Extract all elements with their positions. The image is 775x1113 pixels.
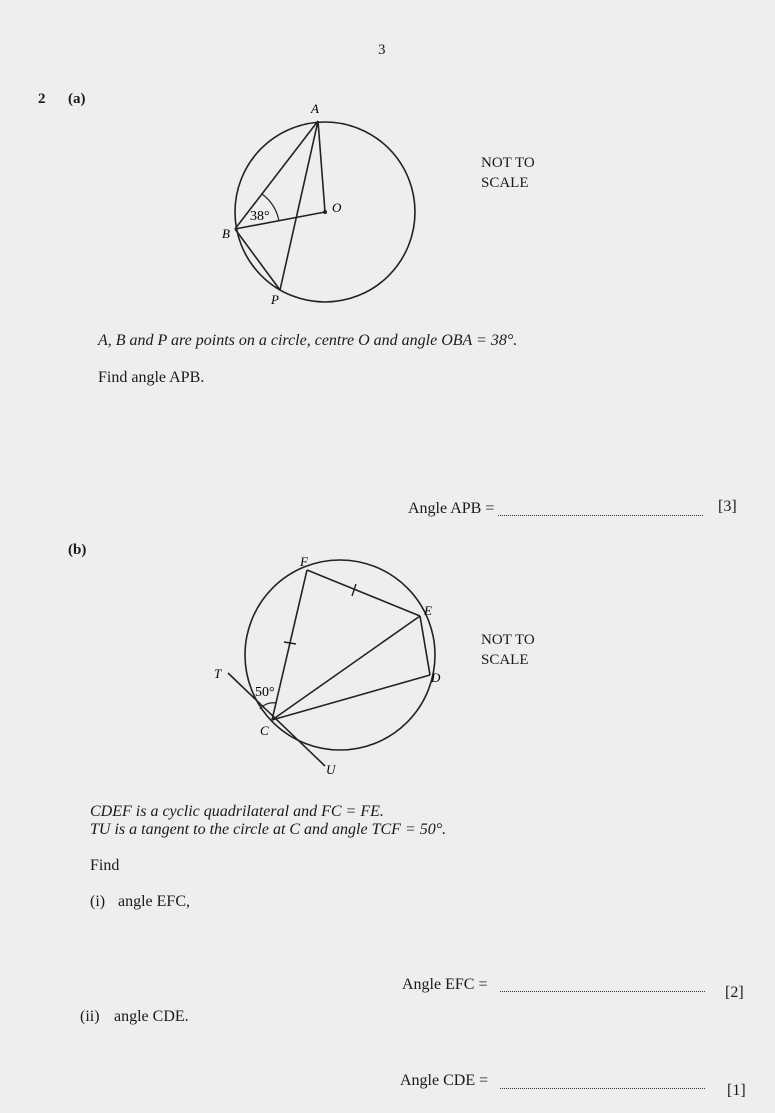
answer-i-line[interactable] [500,991,705,992]
statement-a [98,332,517,350]
sub-i-number: (i) [90,893,106,910]
statement-b-line1: CDEF is a cyclic quadrilateral and FC = FE. [90,803,384,820]
answer-a-line[interactable] [498,515,703,516]
not-to-scale-a-line2: SCALE [481,175,529,191]
not-to-scale-b-line1: NOT TO [481,632,535,648]
chord-ce [272,616,420,720]
statement-b-line2: TU is a tangent to the circle at C and angle TCF = 50°. [90,821,447,838]
statement-a-math: OBA = 38°. [441,332,518,349]
chord-cf [272,570,307,720]
sub-ii-text: angle CDE. [114,1008,189,1025]
angle-label-50: 50° [255,685,275,700]
label-f: F [300,554,308,569]
label-t: T [214,666,222,681]
find-label: Find [90,857,120,874]
chord-cd [272,675,430,720]
question-a-text: Find angle APB. [98,369,205,386]
centre-point-o [323,210,327,214]
chord-bp [235,229,280,290]
not-to-scale-a-line1: NOT TO [481,155,535,171]
label-u: U [326,762,336,777]
label-p: P [271,292,279,307]
part-a-label: (a) [68,91,86,107]
sub-i-text: angle EFC, [118,893,190,910]
answer-a-label: Angle APB = [408,500,495,517]
circle-diagram-b [200,550,445,780]
chord-ed [420,616,430,675]
label-e: E [424,603,432,618]
page-number: 3 [378,42,386,58]
label-d: D [431,670,441,685]
circle-diagram-a [200,95,440,310]
answer-i-label: Angle EFC = [402,976,488,993]
statement-a-text: A, B and P are points on a circle, centre O and angle [98,332,442,349]
part-b-label: (b) [68,542,87,558]
sub-ii-number: (ii) [80,1008,100,1025]
circle-b [245,560,435,750]
radius-bo [235,212,325,229]
label-c: C [260,723,269,738]
chord-fe [307,570,420,616]
angle-label-38: 38° [250,209,270,224]
label-a: A [311,101,319,116]
equal-tick-cf [284,642,296,644]
angle-arc-tcf [260,703,276,709]
marks-ii: [1] [727,1082,746,1099]
question-number: 2 [38,91,46,107]
label-o: O [332,200,342,215]
not-to-scale-b-line2: SCALE [481,652,529,668]
answer-ii-label: Angle CDE = [400,1072,489,1089]
label-b: B [222,226,230,241]
marks-a: [3] [718,498,737,515]
radius-ao [318,121,325,212]
answer-ii-line[interactable] [500,1088,705,1089]
marks-i: [2] [725,984,744,1001]
